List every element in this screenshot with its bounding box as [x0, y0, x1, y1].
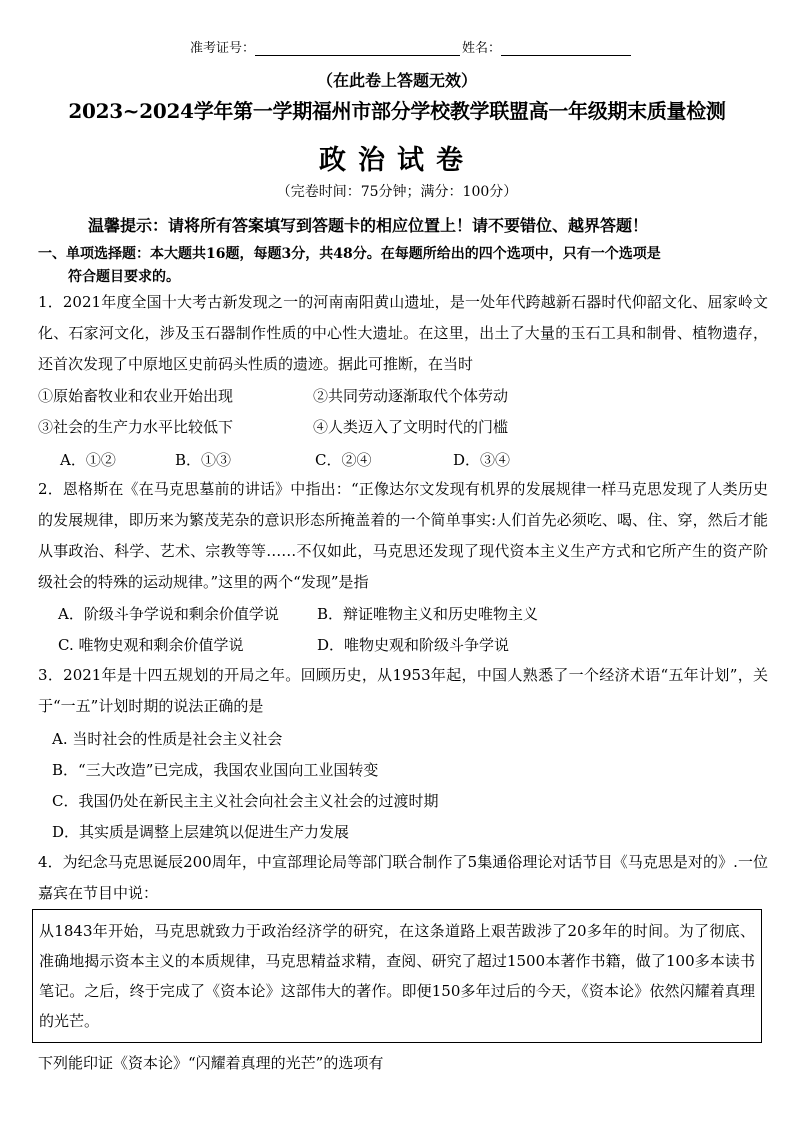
subject-title: 政治试卷 — [319, 145, 475, 176]
q1-statement-3: ③社会的生产力水平比较低下 — [38, 418, 234, 436]
exam-number-label: 准考证号： — [190, 41, 256, 56]
q3-option-c: C．我国仍处在新民主主义社会向社会主义社会的过渡时期 — [52, 792, 439, 810]
q2-stem: 2．恩格斯在《在马克思墓前的讲话》中指出：“正像达尔文发现有机界的发展规律一样马克思发现了人类历史的发展规律，即历来为繁茂芜杂的意识形态所掩盖着的一个简单事实:人们首先必须吃、喝、住、穿，然后才能从事政治、科学、艺术、宗教等等……不仅如此，马克思还发现了现代资本主义生产方式和它所产生的资产阶级社会的特殊的运动规律。”这里的两个“发现”是指 — [38, 480, 768, 591]
q1-statement-4: ④人类迈入了文明时代的门槛 — [313, 418, 509, 436]
q1-statement-1: ①原始畜牧业和农业开始出现 — [38, 387, 234, 405]
q4-follow-up: 下列能印证《资本论》“闪耀着真理的光芒”的选项有 — [38, 1054, 384, 1072]
q3-stem: 3．2021年是十四五规划的开局之年。回顾历史，从1953年起，中国人熟悉了一个经济术语“五年计划”，关于“一五”计划时期的说法正确的是 — [38, 666, 768, 715]
section-heading-line1: 一、单项选择题：本大题共16题，每题3分，共48分。在每题所给出的四个选项中，只有一个选项是 — [38, 246, 661, 262]
warm-tip-label: 温馨提示： — [88, 216, 169, 235]
q4-quote-box: 从1843年开始，马克思就致力于政治经济学的研究，在这条道路上艰苦跋涉了20多年的时间。为了彻底、准确地揭示资本主义的本质规律，马克思精益求精，查阅、研究了超过1500本著作书籍，做了100多本读书笔记。之后，终于完成了《资本论》这部伟大的著作。即便150多年过后的今天，《资本论》依然闪耀着真理的光芒。 — [32, 909, 762, 1043]
q3-option-b: B．“三大改造”已完成，我国农业国向工业国转变 — [52, 761, 379, 779]
q1-option-c: C．②④ — [315, 451, 372, 469]
warm-tip-text: 请将所有答案填写到答题卡的相应位置上！请不要错位、越界答题！ — [168, 216, 649, 235]
q2-option-a: A．阶级斗争学说和剩余价值学说 — [58, 605, 279, 623]
q2-option-c: C. 唯物史观和剩余价值学说 — [58, 636, 244, 654]
section-heading-line2: 符合题目要求的。 — [68, 269, 180, 285]
exam-number-blank — [255, 41, 460, 56]
name-blank — [501, 41, 631, 56]
name-label: 姓名： — [462, 41, 502, 56]
q2-option-d: D．唯物史观和阶级斗争学说 — [317, 636, 510, 654]
section-heading — [38, 243, 768, 289]
q3-option-d: D．其实质是调整上层建筑以促进生产力发展 — [52, 823, 350, 841]
q3-option-a: A. 当时社会的性质是社会主义社会 — [52, 730, 283, 748]
q2-option-b: B．辩证唯物主义和历史唯物主义 — [317, 605, 539, 623]
q1-stem: 1．2021年度全国十大考古新发现之一的河南南阳黄山遗址，是一处年代跨越新石器时代仰韶文化、屈家岭文化、石家河文化，涉及玉石器制作性质的中心性大遗址。在这里，出土了大量的玉石工具和制骨、植物遗存，还首次发现了中原地区史前码头性质的遗迹。据此可推断，在当时 — [38, 293, 768, 373]
time-info: （完卷时间：75分钟；满分：100分） — [276, 184, 518, 200]
exam-title: 2023~2024学年第一学期福州市部分学校教学联盟高一年级期末质量检测 — [68, 99, 726, 123]
q4-stem: 4．为纪念马克思诞辰200周年，中宣部理论局等部门联合制作了5集通俗理论对话节目《马克思是对的》.一位嘉宾在节目中说： — [38, 853, 768, 902]
warm-tip — [88, 213, 648, 236]
invalid-notice: （在此卷上答题无效） — [316, 71, 477, 90]
candidate-info-line — [190, 37, 631, 56]
q1-option-b: B．①③ — [175, 451, 232, 469]
q1-option-d: D．③④ — [453, 451, 511, 469]
q1-option-a: A．①② — [60, 451, 116, 469]
q1-statement-2: ②共同劳动逐渐取代个体劳动 — [313, 387, 509, 405]
